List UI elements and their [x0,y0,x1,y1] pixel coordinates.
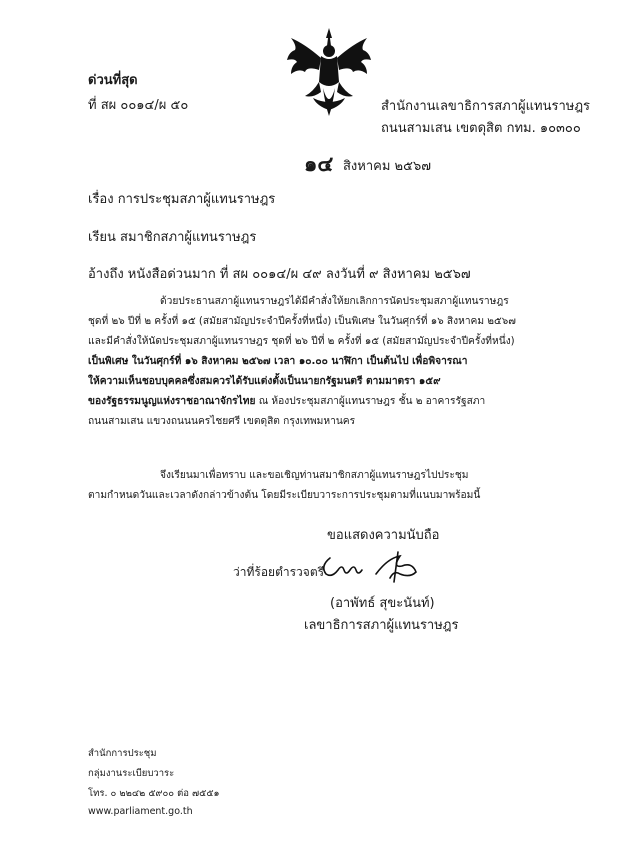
closing-phrase: ขอแสดงความนับถือ [327,528,440,543]
signer-name: (อาพัทธ์ สุขะนันท์) [330,596,435,611]
urgency-label: ด่วนที่สุด [88,73,138,88]
body-line: ชุดที่ ๒๖ ปีที่ ๒ ครั้งที่ ๑๕ (สมัยสามัญประจำปีครั้งที่หนึ่ง) เป็นพิเศษ ในวันศุกร์ที่ ๑๖ สิงหาคม ๒๕๖๗ [88,316,516,327]
body-line [88,392,550,412]
office-address: ถนนสามเสน เขตดุสิต กทม. ๑๐๓๐๐ [381,121,581,136]
footer-phone: โทร. ๐ ๒๒๔๒ ๕๙๐๐ ต่อ ๗๕๕๑ [88,788,220,799]
subject-line: เรื่อง การประชุมสภาผู้แทนราษฎร [88,192,276,207]
recipient-line: เรียน สมาชิกสภาผู้แทนราษฎร [88,230,257,245]
signer-rank: ว่าที่ร้อยตำรวจตรี [233,565,325,579]
date-month-year: สิงหาคม ๒๕๖๗ [343,159,431,174]
body-line: และมีคำสั่งให้นัดประชุมสภาผู้แทนราษฎร ชุดที่ ๒๖ ปีที่ ๒ ครั้งที่ ๑๕ (สมัยสามัญประจำปีครั้งที่หนึ่ง) [88,336,515,347]
body-line-bold: เป็นพิเศษ ในวันศุกร์ที่ ๑๖ สิงหาคม ๒๕๖๗ เวลา ๑๐.๐๐ นาฬิกา เป็นต้นไป เพื่อพิจารณา [88,356,468,367]
constitution-text: ของรัฐธรรมนูญแห่งราชอาณาจักรไทย [88,396,256,407]
reference-number: ที่ สผ ๐๐๑๔/ผ ๕๐ [88,98,189,113]
footer-website: www.parliament.go.th [88,806,193,817]
body-paragraph-1 [88,292,550,432]
date-day: ๑๔ [304,152,334,176]
signature-icon [316,548,440,584]
garuda-emblem-icon [283,26,375,122]
signer-title: เลขาธิการสภาผู้แทนราษฎร [304,618,459,633]
body-line: ถนนสามเสน แขวงถนนนครไชยศรี เขตดุสิต กรุงเทพมหานคร [88,416,356,427]
reference-line: อ้างถึง หนังสือด่วนมาก ที่ สผ ๐๐๑๔/ผ ๔๙ ลงวันที่ ๙ สิงหาคม ๒๕๖๗ [88,267,471,282]
body-line: ตามกำหนดวันและเวลาดังกล่าวข้างต้น โดยมีระเบียบวาระการประชุมตามที่แนบมาพร้อมนี้ [88,490,481,501]
office-name: สำนักงานเลขาธิการสภาผู้แทนราษฎร [381,99,591,114]
body-line: จึงเรียนมาเพื่อทราบ และขอเชิญท่านสมาชิกสภาผู้แทนราษฎรไปประชุม [160,470,469,481]
venue-text: ณ ห้องประชุมสภาผู้แทนราษฎร ชั้น ๒ อาคารรัฐสภา [255,396,486,407]
footer-unit: กลุ่มงานระเบียบวาระ [88,768,175,779]
footer-department: สำนักการประชุม [88,748,157,759]
body-line: ด้วยประธานสภาผู้แทนราษฎรได้มีคำสั่งให้ยกเลิกการนัดประชุมสภาผู้แทนราษฎร [160,296,509,307]
body-line-bold: ให้ความเห็นชอบบุคคลซึ่งสมควรได้รับแต่งตั้งเป็นนายกรัฐมนตรี ตามมาตรา ๑๕๙ [88,376,441,387]
body-paragraph-2 [88,466,550,506]
